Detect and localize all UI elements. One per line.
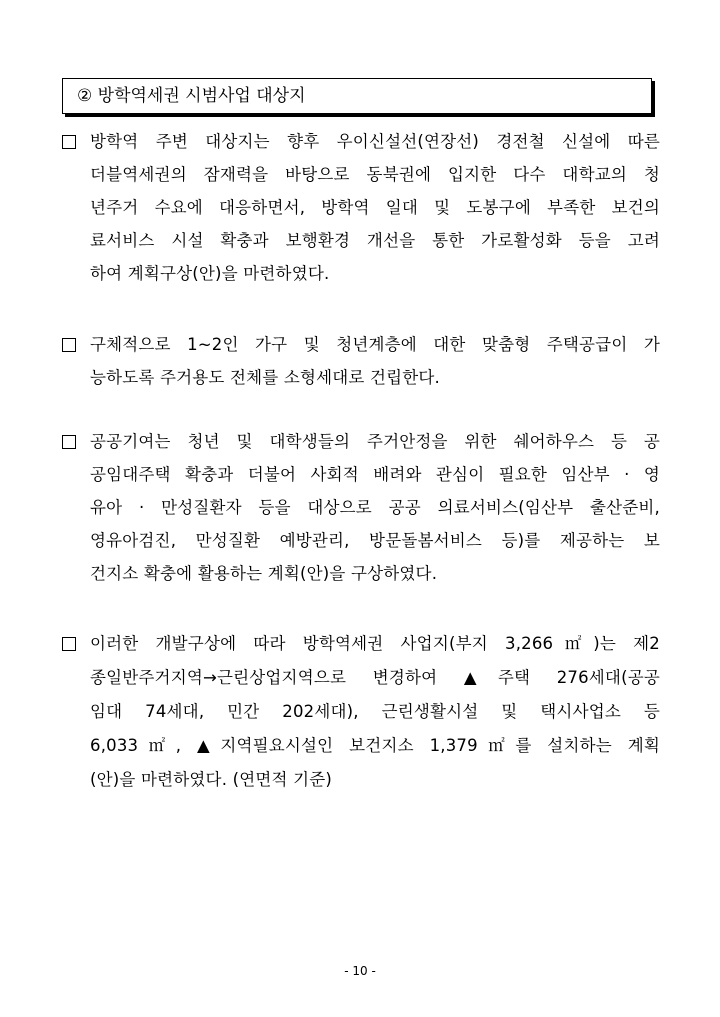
paragraph-line: 료서비스 시설 확충과 보행환경 개선을 통한 가로활성화 등을 고려 [90,231,660,250]
paragraph-line: 이러한 개발구상에 따라 방학역세권 사업지(부지 3,266㎡)는 제2 [90,634,660,653]
paragraph-line: 6,033㎡, ▲지역필요시설인 보건지소 1,379㎡를 설치하는 계획 [90,736,660,755]
section-header-box [62,78,652,114]
paragraph-line: (안)을 마련하였다. (연면적 기준) [90,770,332,789]
checkbox-bullet-icon [62,637,76,651]
paragraph-3 [62,430,662,590]
paragraph-line: 유아 · 만성질환자 등을 대상으로 공공 의료서비스(임산부 출산준비, [90,498,660,517]
paragraph-line: 종일반주거지역→근린상업지역으로 변경하여 ▲주택 276세대(공공 [90,668,660,687]
paragraph-line: 방학역 주변 대상지는 향후 우이신설선(연장선) 경전철 신설에 따른 [90,132,660,151]
paragraph-line: 영유아검진, 만성질환 예방관리, 방문돌봄서비스 등)를 제공하는 보 [90,531,660,550]
paragraph-line: 년주거 수요에 대응하면서, 방학역 일대 및 도봉구에 부족한 보건의 [90,198,660,217]
paragraph-2 [62,333,662,393]
paragraph-1 [62,130,662,290]
paragraph-line: 하여 계획구상(안)을 마련하였다. [90,264,330,283]
paragraph-line: 임대 74세대, 민간 202세대), 근린생활시설 및 택시사업소 등 [90,702,660,721]
paragraph-line: 구체적으로 1~2인 가구 및 청년계층에 대한 맞춤형 주택공급이 가 [90,335,660,354]
checkbox-bullet-icon [62,338,76,352]
paragraph-line: 더블역세권의 잠재력을 바탕으로 동북권에 입지한 다수 대학교의 청 [90,165,660,184]
paragraph-4 [62,632,662,792]
paragraph-line: 건지소 확충에 활용하는 계획(안)을 구상하였다. [90,564,438,583]
page-number: - 10 - [344,964,376,978]
paragraph-line: 공임대주택 확충과 더불어 사회적 배려와 관심이 필요한 임산부 · 영 [90,465,660,484]
section-title: ② 방학역세권 시범사업 대상지 [77,86,306,106]
paragraph-line: 능하도록 주거용도 전체를 소형세대로 건립한다. [90,368,441,387]
checkbox-bullet-icon [62,135,76,149]
checkbox-bullet-icon [62,435,76,449]
paragraph-line: 공공기여는 청년 및 대학생들의 주거안정을 위한 쉐어하우스 등 공 [90,432,660,451]
